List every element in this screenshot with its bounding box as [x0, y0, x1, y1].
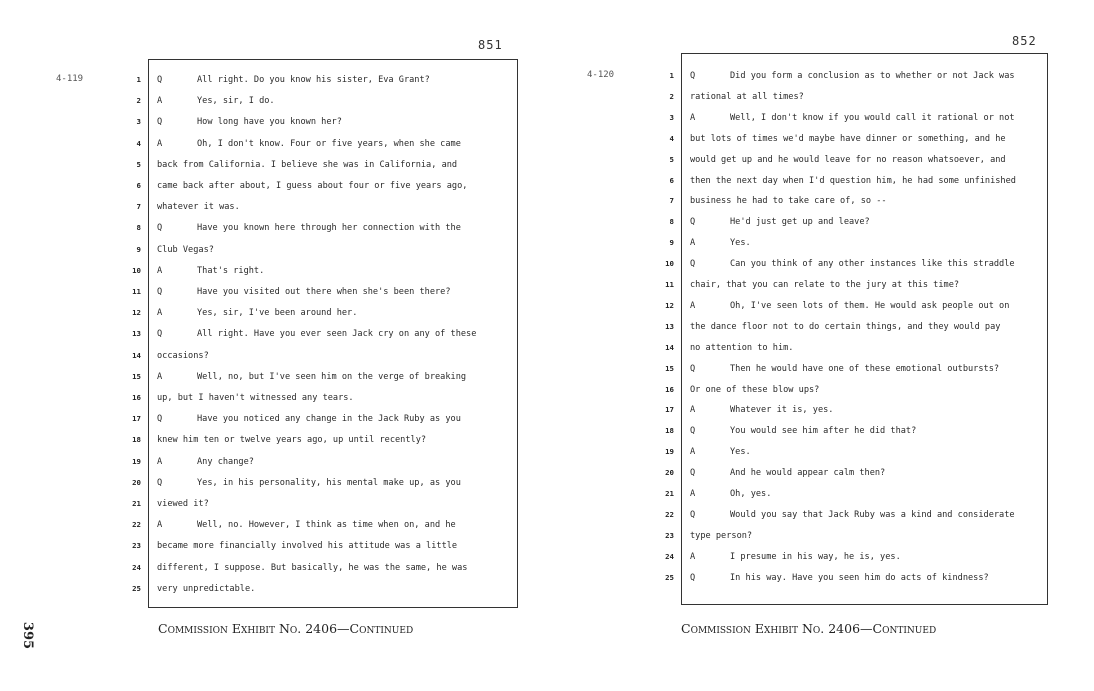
transcript-line: [665, 505, 1043, 525]
transcript-line: [132, 452, 513, 472]
transcript-line: [136, 112, 513, 132]
line-text: Well, no, but I've seen him on the verge of breaking: [197, 371, 467, 382]
speaker-label: Q: [690, 509, 696, 520]
transcript-line: [669, 150, 1043, 170]
speaker-label: A: [690, 300, 696, 311]
transcript-line: [136, 70, 513, 90]
speaker-label: Q: [157, 287, 163, 297]
line-text: Have you known here through her connection with the: [197, 223, 461, 234]
transcript-line: [132, 367, 513, 387]
transcript-line: [132, 515, 513, 535]
left-exhibit-caption: Commission Exhibit No. 2406—Continued: [158, 621, 414, 636]
line-number: 9: [669, 238, 674, 248]
line-number: 16: [132, 393, 141, 402]
line-text: Club Vegas?: [157, 244, 214, 255]
speaker-label: Q: [690, 468, 696, 479]
line-text: Yes, sir, I do.: [197, 96, 275, 107]
line-text: the dance floor not to do certain things, and they would pay: [690, 321, 1001, 332]
line-text: You would see him after he did that?: [730, 426, 917, 437]
transcript-line: [665, 338, 1043, 358]
line-number: 2: [669, 91, 674, 101]
transcript-line: [136, 197, 513, 217]
line-number: 1: [669, 71, 674, 80]
speaker-label: Q: [157, 477, 163, 488]
line-number: 20: [132, 477, 141, 487]
line-number: 10: [132, 265, 141, 275]
line-number: 13: [665, 321, 674, 331]
line-text: then the next day when I'd question him, he had some unfinished: [690, 175, 1016, 186]
transcript-line: [136, 134, 513, 154]
speaker-label: Q: [157, 414, 163, 425]
transcript-line: [132, 558, 513, 578]
line-text: Would you say that Jack Ruby was a kind and considerate: [730, 509, 1015, 520]
transcript-line: [665, 400, 1043, 420]
transcript-line: [669, 212, 1043, 232]
line-number: 18: [665, 426, 674, 436]
transcript-line: [136, 176, 513, 196]
speaker-label: A: [157, 456, 163, 467]
line-number: 11: [132, 287, 141, 296]
line-number: 24: [665, 551, 674, 561]
transcript-line: [132, 409, 513, 429]
speaker-label: Q: [690, 259, 696, 270]
line-number: 3: [136, 117, 141, 127]
transcript-line: [669, 191, 1043, 211]
line-text: Or one of these blow ups?: [690, 384, 820, 395]
line-text: occasions?: [157, 350, 209, 361]
line-number: 18: [132, 435, 141, 445]
speaker-label: Q: [157, 117, 163, 128]
speaker-label: Q: [690, 363, 696, 374]
line-number: 13: [132, 329, 141, 339]
speaker-label: A: [157, 520, 163, 531]
transcript-line: [665, 296, 1043, 316]
line-text: Well, I don't know if you would call it rational or not: [730, 112, 1015, 123]
line-text: no attention to him.: [690, 342, 794, 353]
line-text: Did you form a conclusion as to whether or not Jack was: [730, 71, 1015, 81]
right-exhibit-caption: Commission Exhibit No. 2406—Continued: [681, 621, 937, 636]
line-number: 11: [665, 280, 674, 289]
line-text: up, but I haven't witnessed any tears.: [157, 393, 354, 403]
transcript-line: [669, 233, 1043, 253]
line-number: 8: [136, 223, 141, 233]
speaker-label: A: [157, 308, 163, 319]
transcript-line: [669, 87, 1043, 107]
line-number: 14: [132, 350, 141, 360]
line-number: 4: [136, 138, 141, 148]
line-number: 5: [136, 159, 141, 169]
transcript-line: [669, 66, 1043, 86]
transcript-line: [665, 380, 1043, 400]
line-text: He'd just get up and leave?: [730, 217, 870, 228]
line-number: 22: [665, 509, 674, 519]
line-text: Well, no. However, I think as time when on, and he: [197, 520, 456, 531]
line-text: came back after about, I guess about four or five years ago,: [157, 181, 468, 191]
line-number: 15: [665, 363, 674, 373]
speaker-label: A: [690, 112, 696, 123]
left-file-code: 4-119: [56, 74, 84, 84]
line-text: different, I suppose. But basically, he was the same, he was: [157, 562, 468, 573]
line-text: Oh, I don't know. Four or five years, when she came: [197, 138, 461, 149]
line-text: I presume in his way, he is, yes.: [730, 551, 901, 562]
line-text: And he would appear calm then?: [730, 468, 886, 479]
line-number: 24: [132, 562, 141, 572]
line-text: All right. Have you ever seen Jack cry on any of these: [197, 329, 477, 340]
transcript-line: [132, 261, 513, 281]
line-number: 19: [132, 456, 141, 466]
transcript-line: [132, 579, 513, 599]
speaker-label: A: [690, 551, 696, 562]
line-number: 20: [665, 468, 674, 478]
speaker-label: A: [690, 447, 696, 458]
line-text: Yes.: [730, 447, 751, 458]
transcript-line: [136, 91, 513, 111]
line-number: 17: [132, 414, 141, 424]
line-text: rational at all times?: [690, 91, 804, 102]
line-text: That's right.: [197, 265, 265, 276]
line-number: 19: [665, 447, 674, 457]
speaker-label: Q: [690, 426, 696, 437]
line-text: All right. Do you know his sister, Eva Grant?: [197, 75, 430, 85]
line-text: Whatever it is, yes.: [730, 405, 834, 416]
line-number: 7: [669, 196, 674, 206]
transcript-line: [136, 240, 513, 260]
left-transcript-page: [132, 59, 518, 608]
line-text: Have you noticed any change in the Jack Ruby as you: [197, 414, 461, 425]
line-text: Oh, yes.: [730, 489, 772, 499]
transcript-line: [132, 303, 513, 323]
line-number: 22: [132, 520, 141, 530]
speaker-label: Q: [690, 71, 696, 81]
transcript-line: [665, 463, 1043, 483]
line-text: would get up and he would leave for no reason whatsoever, and: [690, 154, 1006, 165]
line-number: 10: [665, 259, 674, 269]
left-page-number: 851: [478, 38, 503, 52]
speaker-label: A: [690, 489, 696, 499]
right-transcript-page: [665, 53, 1048, 605]
line-text: In his way. Have you seen him do acts of kindness?: [730, 572, 989, 583]
transcript-line: [136, 218, 513, 238]
transcript-line: [665, 317, 1043, 337]
speaker-label: A: [157, 371, 163, 382]
line-text: chair, that you can relate to the jury at this time?: [690, 280, 960, 290]
line-number: 21: [665, 489, 674, 498]
line-text: Yes, in his personality, his mental make up, as you: [197, 477, 461, 488]
transcript-line: [132, 430, 513, 450]
right-file-code: 4-120: [587, 70, 615, 80]
line-text: whatever it was.: [157, 202, 240, 213]
line-text: very unpredictable.: [157, 583, 256, 594]
line-number: 23: [132, 541, 141, 551]
transcript-line: [669, 108, 1043, 128]
line-number: 21: [132, 499, 141, 508]
line-number: 5: [669, 154, 674, 164]
line-number: 17: [665, 405, 674, 415]
volume-page-number: 395: [20, 621, 36, 650]
line-number: 15: [132, 371, 141, 381]
transcript-line: [665, 421, 1043, 441]
transcript-line: [132, 388, 513, 408]
speaker-label: Q: [157, 329, 163, 340]
transcript-line: [665, 359, 1043, 379]
speaker-label: Q: [690, 217, 696, 228]
speaker-label: A: [690, 238, 696, 249]
line-text: Can you think of any other instances like this straddle: [730, 259, 1015, 270]
line-number: 23: [665, 530, 674, 540]
transcript-line: [132, 346, 513, 366]
line-text: viewed it?: [157, 499, 209, 509]
line-text: Yes, sir, I've been around her.: [197, 308, 358, 319]
transcript-line: [665, 275, 1043, 295]
speaker-label: A: [690, 405, 696, 416]
line-text: back from California. I believe she was in California, and: [157, 159, 458, 170]
line-number: 4: [669, 133, 674, 143]
speaker-label: A: [157, 96, 163, 107]
line-text: Oh, I've seen lots of them. He would ask people out on: [730, 300, 1010, 311]
line-number: 8: [669, 217, 674, 227]
line-number: 6: [669, 175, 674, 185]
transcript-line: [665, 526, 1043, 546]
line-number: 25: [665, 572, 674, 582]
transcript-line: [665, 254, 1043, 274]
transcript-line: [132, 536, 513, 556]
line-number: 12: [132, 308, 141, 318]
speaker-label: Q: [157, 223, 163, 234]
line-number: 3: [669, 112, 674, 122]
line-text: knew him ten or twelve years ago, up until recently?: [157, 435, 427, 446]
line-text: Have you visited out there when she's been there?: [197, 287, 451, 297]
transcript-line: [669, 171, 1043, 191]
line-number: 12: [665, 300, 674, 310]
line-number: 9: [136, 244, 141, 254]
line-number: 25: [132, 583, 141, 593]
line-text: business he had to take care of, so --: [690, 196, 887, 207]
speaker-label: Q: [157, 75, 163, 85]
line-text: Any change?: [197, 456, 254, 467]
line-number: 1: [136, 75, 141, 84]
line-number: 14: [665, 342, 674, 352]
line-number: 7: [136, 202, 141, 212]
line-text: type person?: [690, 530, 753, 541]
speaker-label: A: [157, 138, 163, 149]
transcript-line: [132, 282, 513, 302]
line-text: Then he would have one of these emotional outbursts?: [730, 363, 1000, 374]
transcript-line: [132, 324, 513, 344]
transcript-line: [669, 129, 1043, 149]
transcript-line: [132, 473, 513, 493]
transcript-line: [132, 494, 513, 514]
speaker-label: A: [157, 265, 163, 276]
line-text: became more financially involved his attitude was a little: [157, 541, 458, 552]
transcript-line: [665, 547, 1043, 567]
right-page-number: 852: [1012, 34, 1037, 48]
line-text: but lots of times we'd maybe have dinner or something, and he: [690, 133, 1006, 144]
line-text: How long have you known her?: [197, 117, 342, 128]
transcript-line: [665, 484, 1043, 504]
line-number: 16: [665, 384, 674, 394]
transcript-line: [136, 155, 513, 175]
transcript-line: [665, 568, 1043, 588]
line-text: Yes.: [730, 238, 751, 249]
line-number: 6: [136, 181, 141, 190]
line-number: 2: [136, 96, 141, 106]
speaker-label: Q: [690, 572, 696, 583]
transcript-line: [665, 442, 1043, 462]
